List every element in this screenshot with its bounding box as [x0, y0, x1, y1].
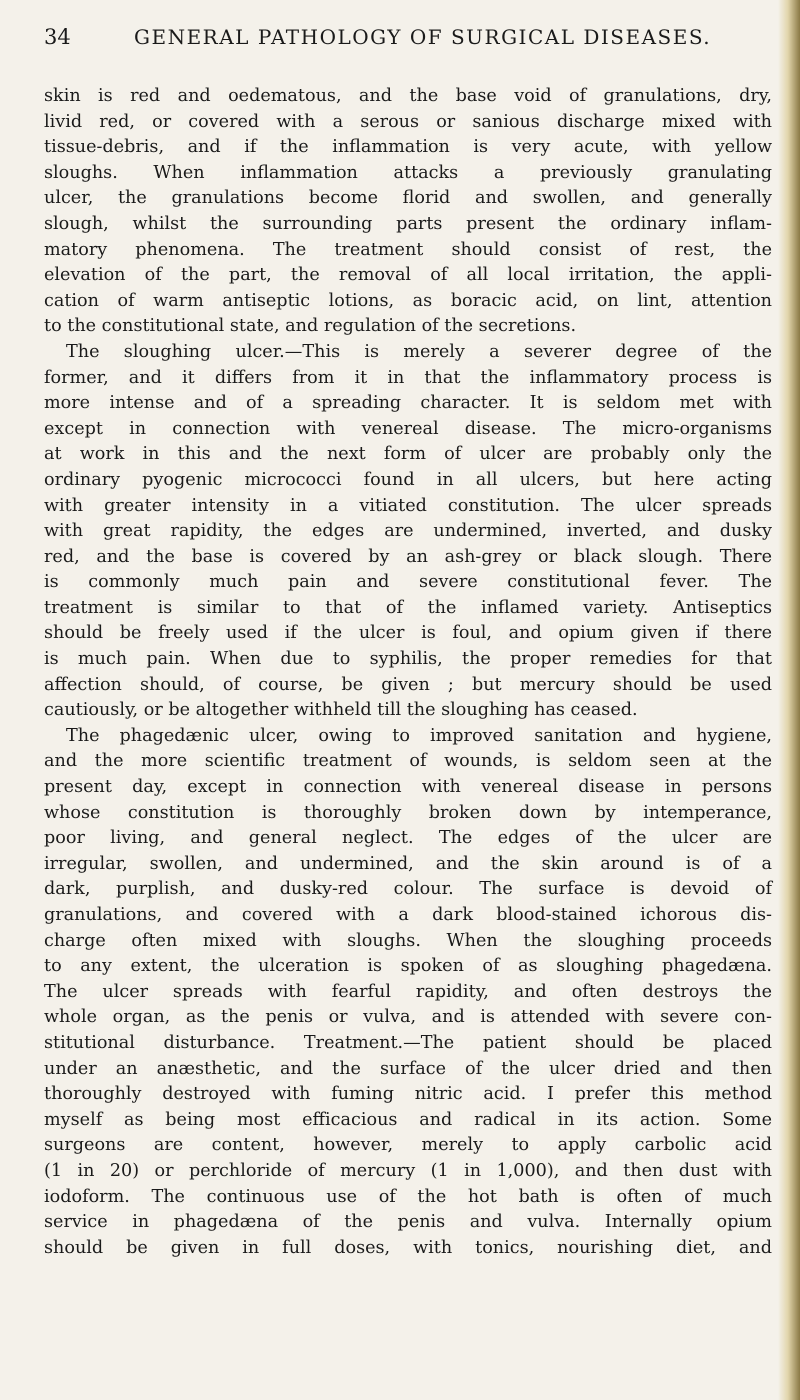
text-line: red, and the base is covered by an ash-grey or black slough. There	[44, 546, 772, 567]
text-line: with great rapidity, the edges are undermined, inverted, and dusky	[44, 521, 772, 542]
text-line: slough, whilst the surrounding parts present the ordinary inflam-	[44, 213, 772, 234]
text-line: ulcer, the granulations become florid and swollen, and generally	[44, 188, 772, 209]
page-header	[44, 22, 764, 52]
text-line: except in connection with venereal disease. The micro-organisms	[44, 418, 772, 439]
text-line: poor living, and general neglect. The edges of the ulcer are	[44, 828, 772, 849]
text-line: tissue-debris, and if the inflammation is very acute, with yellow	[44, 137, 772, 158]
text-line: and the more scientific treatment of wounds, is seldom seen at the	[44, 751, 772, 772]
text-line: is commonly much pain and severe constitutional fever. The	[44, 572, 772, 593]
text-line: sloughs. When inflammation attacks a previously granulating	[44, 162, 772, 183]
text-line: former, and it differs from it in that the inflammatory process is	[44, 367, 772, 388]
text-line: service in phagedæna of the penis and vulva. Internally opium	[44, 1212, 772, 1233]
text-line: ordinary pyogenic micrococci found in all ulcers, but here acting	[44, 469, 772, 490]
text-line: livid red, or covered with a serous or sanious discharge mixed with	[44, 111, 772, 132]
text-line: should be freely used if the ulcer is foul, and opium given if there	[44, 623, 772, 644]
text-line: granulations, and covered with a dark blood-stained ichorous dis-	[44, 905, 772, 925]
text-line: at work in this and the next form of ulcer are probably only the	[44, 444, 772, 465]
text-line: (1 in 20) or perchloride of mercury (1 in 1,000), and then dust with	[44, 1160, 772, 1181]
running-title: GENERAL PATHOLOGY OF SURGICAL DISEASES.	[134, 25, 712, 49]
text-line: to any extent, the ulceration is spoken of as sloughing phagedæna.	[44, 956, 772, 977]
text-line: under an anæsthetic, and the surface of the ulcer dried and then	[44, 1058, 772, 1079]
text-line: is much pain. When due to syphilis, the proper remedies for that	[44, 649, 772, 670]
text-line: elevation of the part, the removal of all local irritation, the appli-	[44, 265, 772, 286]
text-line: with greater intensity in a vitiated constitution. The ulcer spreads	[44, 495, 772, 516]
text-line: irregular, swollen, and undermined, and the skin around is of a	[44, 853, 772, 874]
text-line: thoroughly destroyed with fuming nitric acid. I prefer this method	[44, 1084, 772, 1105]
page-number: 34	[44, 25, 71, 49]
text-line: The ulcer spreads with fearful rapidity, and often destroys the	[44, 981, 772, 1002]
text-line: stitutional disturbance. Treatment.—The patient should be placed	[44, 1032, 772, 1053]
text-line-paragraph-start: The sloughing ulcer.—This is merely a severer degree of the	[66, 341, 772, 362]
text-line: more intense and of a spreading character. It is seldom met with	[44, 393, 772, 414]
text-line: should be given in full doses, with tonics, nourishing diet, and	[44, 1237, 772, 1258]
text-line: present day, except in connection with venereal disease in persons	[44, 777, 772, 798]
text-line-paragraph-start: The phagedænic ulcer, owing to improved sanitation and hygiene,	[66, 725, 772, 746]
page-edge-shadow	[778, 0, 800, 1400]
text-line: whole organ, as the penis or vulva, and is attended with severe con-	[44, 1007, 772, 1028]
text-line: skin is red and oedematous, and the base void of granulations, dry,	[44, 86, 772, 106]
text-line: to the constitutional state, and regulation of the secretions.	[44, 316, 577, 337]
text-line: treatment is similar to that of the inflamed variety. Antiseptics	[44, 597, 772, 618]
text-line: charge often mixed with sloughs. When the sloughing proceeds	[44, 930, 772, 951]
text-line: iodoform. The continuous use of the hot bath is often of much	[44, 1186, 772, 1207]
text-line: dark, purplish, and dusky-red colour. The surface is devoid of	[44, 879, 772, 900]
text-line: affection should, of course, be given ; but mercury should be used	[44, 674, 772, 695]
body-text	[44, 84, 772, 1261]
text-line: cation of warm antiseptic lotions, as boracic acid, on lint, attention	[44, 290, 772, 311]
text-line: surgeons are content, however, merely to apply carbolic acid	[44, 1135, 772, 1156]
text-line: matory phenomena. The treatment should consist of rest, the	[44, 239, 772, 260]
text-line: cautiously, or be altogether withheld till the sloughing has ceased.	[44, 700, 638, 721]
text-line: whose constitution is thoroughly broken down by intemperance,	[44, 802, 772, 823]
text-line: myself as being most efficacious and radical in its action. Some	[44, 1109, 772, 1130]
